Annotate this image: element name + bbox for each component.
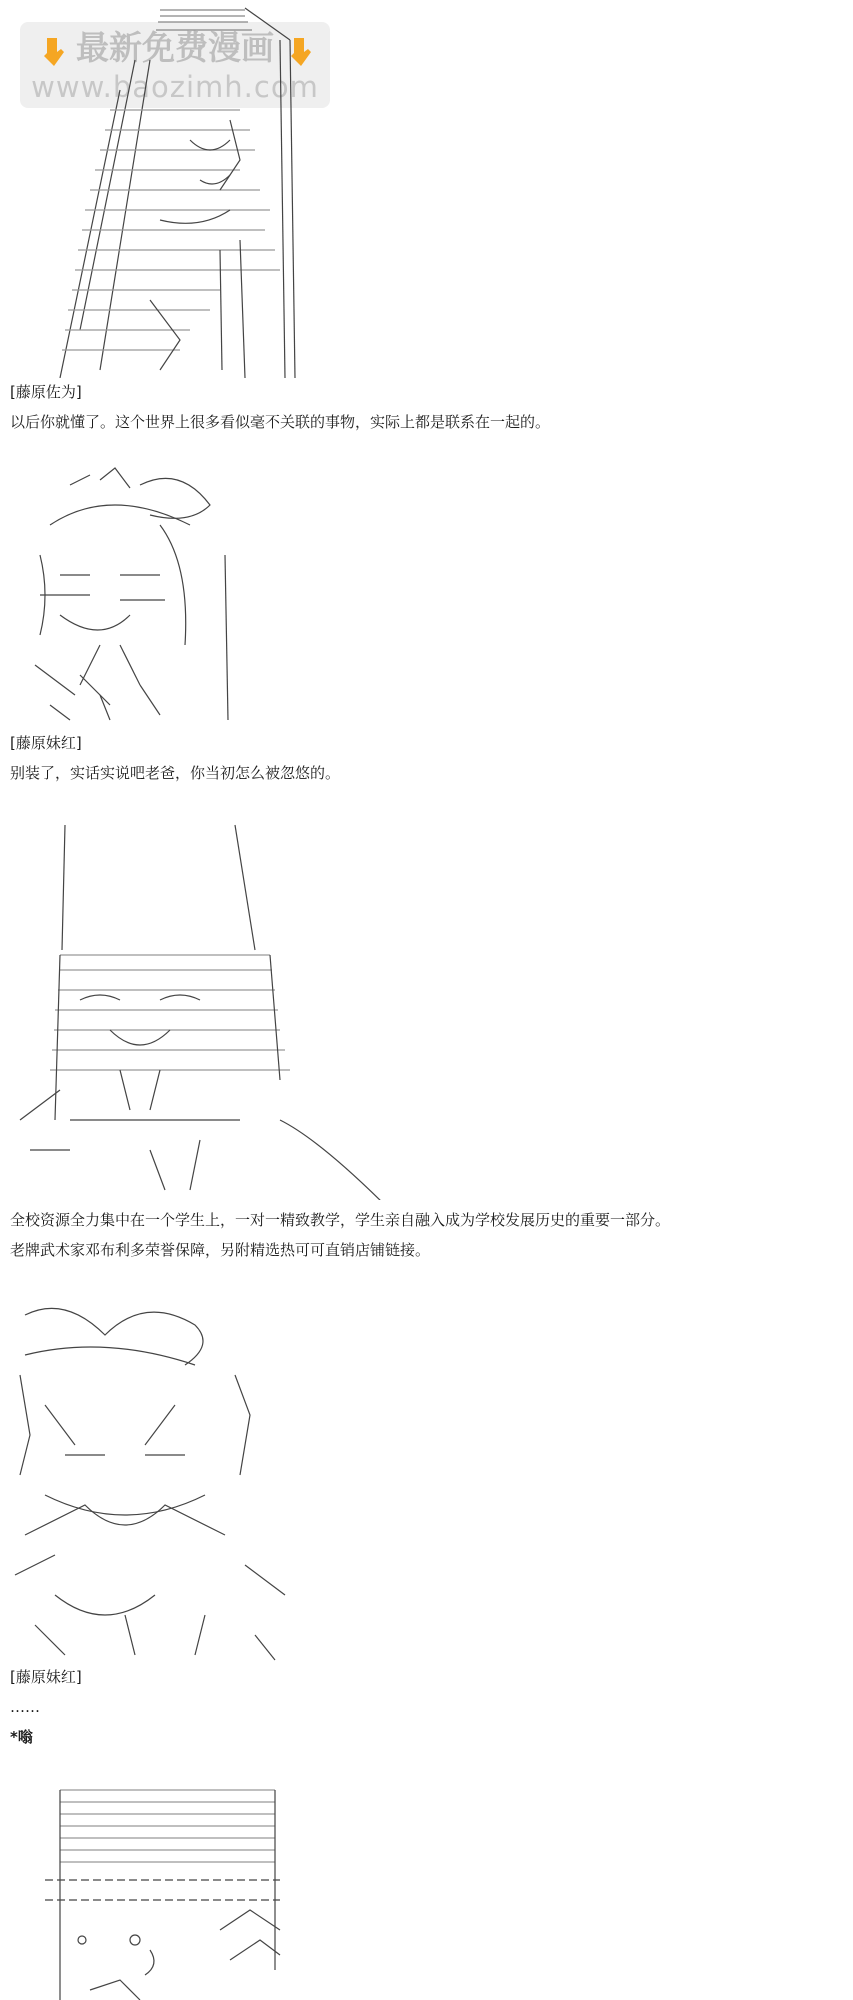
ascii-art-figure-5 xyxy=(30,1780,320,2000)
ascii-art-figure-1 xyxy=(40,0,330,378)
speaker-label: [藤原佐为] xyxy=(10,383,82,401)
ellipsis-text: …… xyxy=(10,1698,40,1716)
dialogue-line: 别装了，实话实说吧老爸，你当初怎么被忽悠的。 xyxy=(10,764,341,782)
ascii-art-figure-4 xyxy=(5,1295,295,1665)
ascii-art-figure-3 xyxy=(10,820,400,1200)
speaker-label: [藤原妹红] xyxy=(10,1668,82,1686)
speaker-label: [藤原妹红] xyxy=(10,734,82,752)
narration-line: 老牌武术家邓布利多荣誉保障，另附精选热可可直销店铺链接。 xyxy=(10,1241,431,1259)
sound-effect-text: *嗡 xyxy=(10,1728,33,1746)
watermark-title: 最新免费漫画 xyxy=(20,28,330,68)
narration-line: 全校资源全力集中在一个学生上，一对一精致教学，学生亲自融入成为学校发展历史的重要一部分。 xyxy=(10,1211,671,1229)
watermark-url: www.baozimh.com xyxy=(31,70,319,104)
ascii-art-figure-2 xyxy=(20,465,250,725)
dialogue-line: 以后你就懂了。这个世界上很多看似毫不关联的事物，实际上都是联系在一起的。 xyxy=(10,413,551,431)
